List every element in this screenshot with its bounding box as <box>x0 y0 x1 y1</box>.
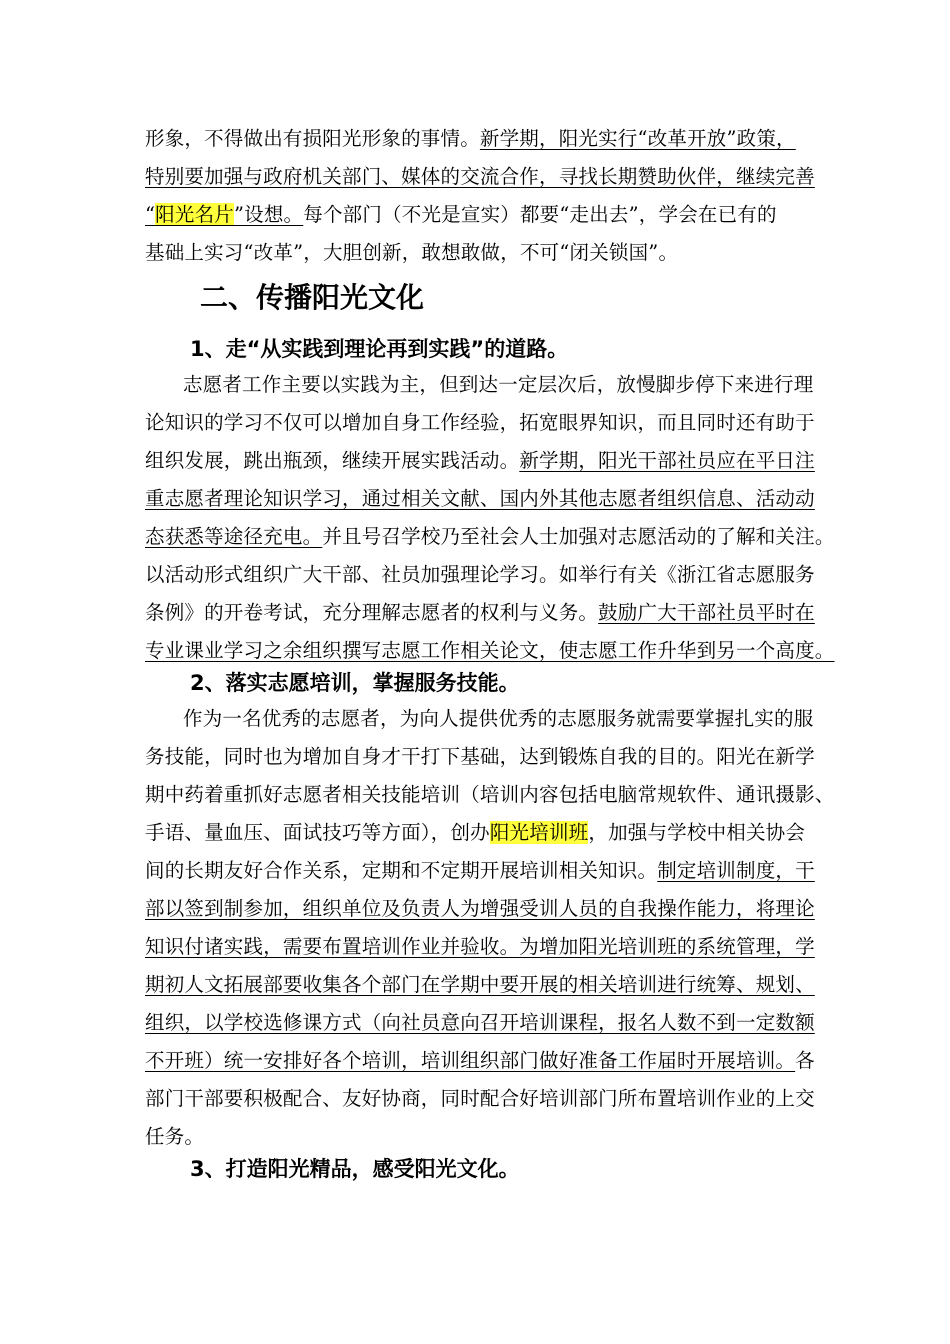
subsection-3-title: 3、打造阳光精品，感受阳光文化。 <box>190 1157 520 1181</box>
subsection-1-title: 1、走“从实践到理论再到实践”的道路。 <box>190 337 569 361</box>
s1-line-6: 以活动形式组织广大干部、社员加强理论学习。如举行有关《浙江省志愿服务 <box>145 563 815 586</box>
s1-line-2: 论知识的学习不仅可以增加自身工作经验，拓宽眼界知识，而且同时还有助于 <box>145 411 815 434</box>
s1-line-1: 志愿者工作主要以实践为主，但到达一定层次后，放慢脚步停下来进行理 <box>183 373 814 396</box>
s1-line-5: 态获悉等途径充电。并且号召学校乃至社会人士加强对志愿活动的了解和关注。 <box>145 525 835 548</box>
s2-line-2: 务技能，同时也为增加自身才干打下基础，达到锻炼自我的目的。阳光在新学 <box>145 745 815 768</box>
s1-line-8: 专业课业学习之余组织撰写志愿工作相关论文，使志愿工作升华到另一个高度。 <box>145 639 835 662</box>
para1-line-2: 特别要加强与政府机关部门、媒体的交流合作，寻找长期赞助伙伴，继续完善 <box>145 165 815 188</box>
section-heading: 二、传播阳光文化 <box>200 281 425 314</box>
para1-line-1: 形象，不得做出有损阳光形象的事情。新学期，阳光实行“改革开放”政策， <box>145 127 796 150</box>
s2-line-10: 不开班）统一安排好各个培训，培训组织部门做好准备工作届时开展培训。各 <box>145 1049 815 1072</box>
highlighted-text: 阳光培训班 <box>489 821 589 844</box>
s2-line-1: 作为一名优秀的志愿者，为向人提供优秀的志愿服务就需要掌握扎实的服 <box>183 707 814 730</box>
s2-line-12: 任务。 <box>145 1125 205 1148</box>
s2-line-8: 期初人文拓展部要收集各个部门在学期中要开展的相关培训进行统筹、规划、 <box>145 973 815 996</box>
s2-line-3: 期中药着重抓好志愿者相关技能培训（培训内容包括电脑常规软件、通讯摄影、 <box>145 783 835 806</box>
para1-line-4: 基础上实习“改革”，大胆创新，敢想敢做，不可“闭关锁国”。 <box>145 241 679 264</box>
s1-line-3: 组织发展，跳出瓶颈，继续开展实践活动。新学期，阳光干部社员应在平日注 <box>145 449 815 472</box>
s2-line-4: 手语、量血压、面试技巧等方面），创办阳光培训班，加强与学校中相关协会 <box>145 821 806 844</box>
s2-line-9: 组织，以学校选修课方式（向社员意向召开培训课程，报名人数不到一定数额 <box>145 1011 815 1034</box>
s2-line-7: 知识付诸实践，需要布置培训作业并验收。为增加阳光培训班的系统管理，学 <box>145 935 815 958</box>
highlighted-text: 阳光名片 <box>155 203 234 226</box>
s2-line-11: 部门干部要积极配合、友好协商，同时配合好培训部门所布置培训作业的上交 <box>145 1087 815 1110</box>
subsection-2-title: 2、落实志愿培训，掌握服务技能。 <box>190 671 520 695</box>
s2-line-5: 间的长期友好合作关系，定期和不定期开展培训相关知识。制定培训制度，干 <box>145 859 815 882</box>
s1-line-7: 条例》的开卷考试，充分理解志愿者的权利与义务。鼓励广大干部社员平时在 <box>145 601 815 624</box>
para1-line-3: “阳光名片”设想。每个部门（不光是宣实）都要“走出去”，学会在已有的 <box>145 203 777 226</box>
underlined-text: 新学期，阳光实行“改革开放”政策， <box>479 127 796 150</box>
s2-line-6: 部以签到制参加，组织单位及负责人为增强受训人员的自我操作能力，将理论 <box>145 897 815 920</box>
s1-line-4: 重志愿者理论知识学习，通过相关文献、国内外其他志愿者组织信息、活动动 <box>145 487 815 510</box>
